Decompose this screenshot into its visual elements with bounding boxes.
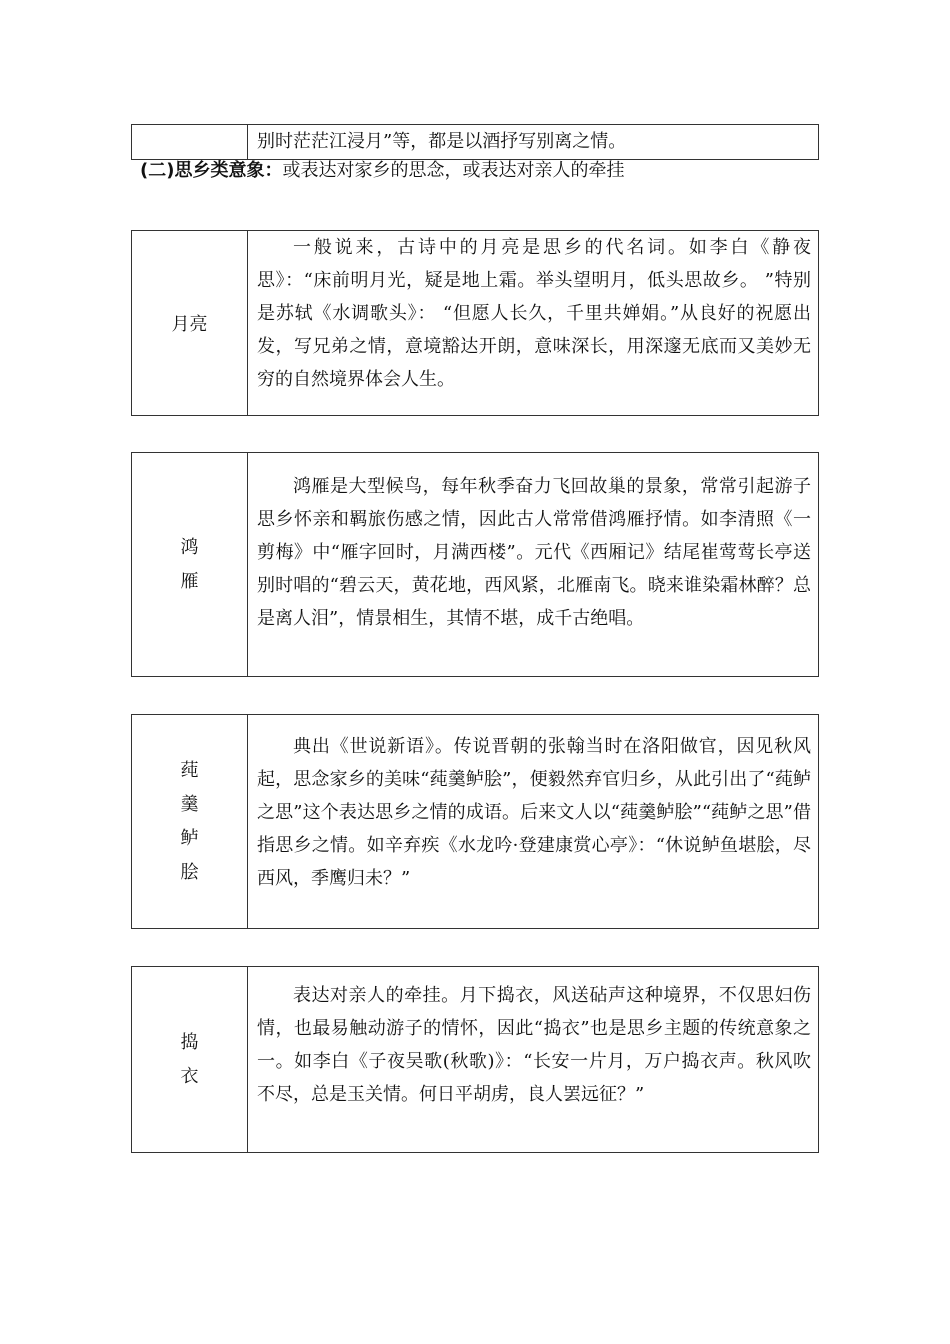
entry-term-label: 月亮 [171,314,208,335]
entry-term-char: 衣 [180,1065,199,1087]
entry-term-wild-goose [132,453,248,676]
entry-table-pounding-clothes [131,966,819,1153]
entry-paragraph: 典出《世说新语》。传说晋朝的张翰当时在洛阳做官，因见秋风起，思念家乡的美味“莼羹鲈脍”，便毅然弃官归乡，从此引出了“莼鲈之思”这个表达思乡之情的成语。后来文人以“莼羹鲈脍”“莼鲈之思”借指思乡之情。如辛弃疾《水龙吟·登建康赏心亭》：“休说鲈鱼堪脍，尽西风，季鹰归未？” [257,736,811,889]
continuation-row [131,124,819,160]
entry-term-char: 莼 [180,759,199,781]
entry-term-char: 鲈 [180,827,199,849]
entry-text-moon [248,231,818,415]
section-heading-rest: 或表达对家乡的思念，或表达对亲人的牵挂 [282,160,625,181]
entry-term-char: 鸿 [180,536,199,558]
entry-term-pounding-clothes [132,967,248,1152]
entry-text-pounding-clothes [248,967,818,1152]
section-heading [140,158,624,184]
entry-paragraph: 鸿雁是大型候鸟，每年秋季奋力飞回故巢的景象，常常引起游子思乡怀亲和羁旅伤感之情，因此古人常常借鸿雁抒情。如李清照《一剪梅》中“雁字回时，月满西楼”。元代《西厢记》结尾崔莺莺长亭送别时唱的“碧云天，黄花地，西风紧，北雁南飞。晓来谁染霜林醉？总是离人泪”，情景相生，其情不堪，成千古绝唱。 [257,476,811,629]
entry-paragraph: 一般说来，古诗中的月亮是思乡的代名词。如李白《静夜思》：“床前明月光，疑是地上霜。举头望明月，低头思故乡。 ”特别是苏轼《水调歌头》： “但愿人长久，千里共婵娟。”从良好的祝愿出发，写兄弟之情，意境豁达开朗，意味深长，用深邃无底而又美妙无穷的自然境界体会人生。 [257,237,811,390]
section-heading-lead: (二)思乡类意象： [140,160,283,181]
entry-text-perch [248,715,818,928]
continuation-text: 别时茫茫江浸月”等，都是以酒抒写别离之情。 [257,131,627,152]
entry-term-char: 羹 [180,793,199,815]
continuation-text-cell [248,125,818,159]
continuation-term-cell [132,125,248,159]
entry-term-char: 脍 [180,861,199,883]
entry-term-perch [132,715,248,928]
entry-term-char: 捣 [180,1031,199,1053]
entry-table-moon [131,230,819,416]
entry-term-moon [132,231,248,415]
entry-table-perch [131,714,819,929]
entry-table-wild-goose [131,452,819,677]
entry-text-wild-goose [248,453,818,676]
entry-term-char: 雁 [180,570,199,592]
entry-paragraph: 表达对亲人的牵挂。月下捣衣，风送砧声这种境界，不仅思妇伤情，也最易触动游子的情怀，因此“捣衣”也是思乡主题的传统意象之一。如李白《子夜吴歌(秋歌)》：“长安一片月，万户捣衣声。秋风吹不尽，总是玉关情。何日平胡虏，良人罢远征？” [257,985,811,1105]
